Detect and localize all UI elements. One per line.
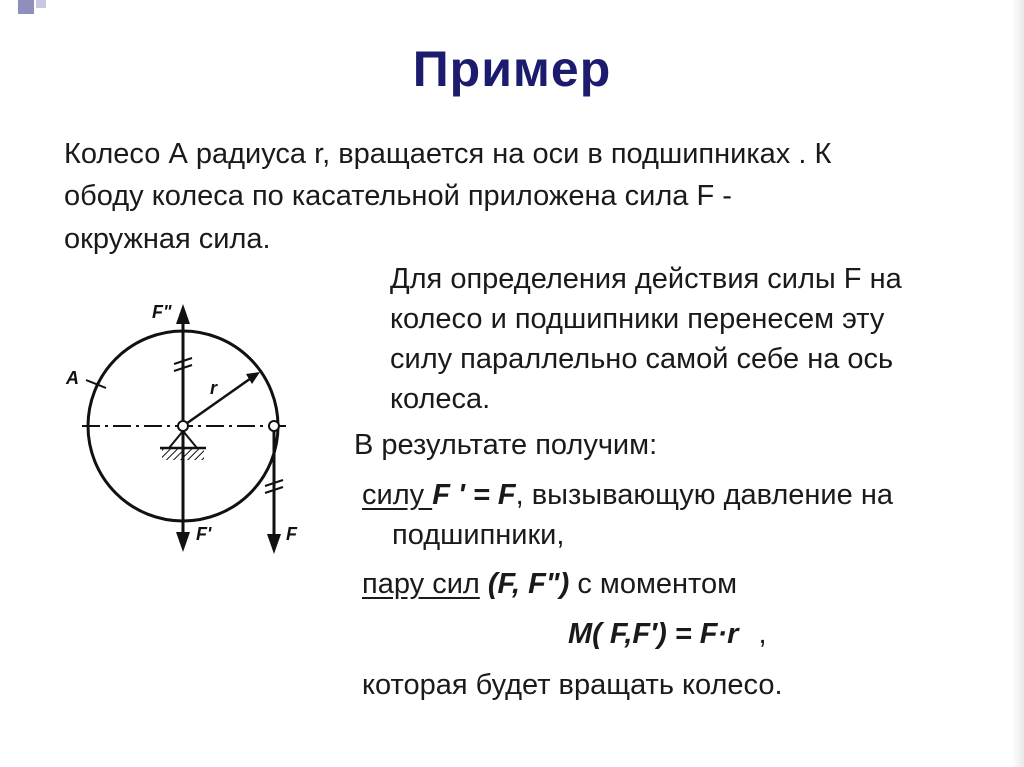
item1-rest: , вызывающую давление на <box>515 479 893 511</box>
slide-title: Пример <box>412 41 612 97</box>
result-item-1-cont: подшипники, <box>392 519 565 551</box>
item2-rest: с моментом <box>569 568 738 600</box>
arrow-down-head-fprime <box>176 532 190 552</box>
label-f-prime: F' <box>196 524 212 544</box>
rim-point <box>269 421 279 431</box>
item1-formula: F ' = F <box>432 479 516 511</box>
intro-line-2: ободу колеса по касательной приложена сила F - <box>64 180 732 212</box>
label-f: F <box>286 524 297 544</box>
radius-line <box>183 376 254 426</box>
support-left <box>169 431 183 448</box>
label-f-double-prime: F" <box>152 302 172 322</box>
item2-lead: пару сил <box>362 568 480 600</box>
result-item-1 <box>362 478 893 512</box>
result-item-2 <box>362 567 737 601</box>
moment-comma: , <box>758 618 767 650</box>
item2-formula: (F, F") <box>479 568 570 600</box>
support-hatch <box>162 449 204 460</box>
para-line-2: колесо и подшипники перенесем эту <box>390 303 885 335</box>
para-line-1: Для определения действия силы F на <box>390 263 902 295</box>
moment-formula <box>568 617 767 651</box>
para-line-3: силу параллельно самой себе на ось <box>390 343 894 375</box>
corner-decoration-dark <box>18 0 34 14</box>
item1-lead: силу <box>362 479 433 511</box>
radius-arrow-head <box>246 372 260 384</box>
para-line-4: колеса. <box>390 383 491 415</box>
axle-pivot <box>178 421 188 431</box>
final-line: которая будет вращать колесо. <box>362 669 783 701</box>
intro-line-3: окружная сила. <box>64 223 271 255</box>
label-r: r <box>210 378 218 398</box>
result-heading: В результате получим: <box>354 429 658 461</box>
arrow-up-head <box>176 304 190 324</box>
right-edge-shadow <box>1012 0 1024 767</box>
support-right <box>183 431 197 448</box>
intro-line-1: Колесо А радиуса r, вращается на оси в подшипниках . К <box>64 138 832 170</box>
wheel-diagram <box>60 290 400 590</box>
label-a: A <box>66 368 79 388</box>
corner-decoration-light <box>36 0 46 8</box>
arrow-down-head-f <box>267 534 281 554</box>
moment-expression: M( F,F′) = F·r <box>568 618 739 650</box>
